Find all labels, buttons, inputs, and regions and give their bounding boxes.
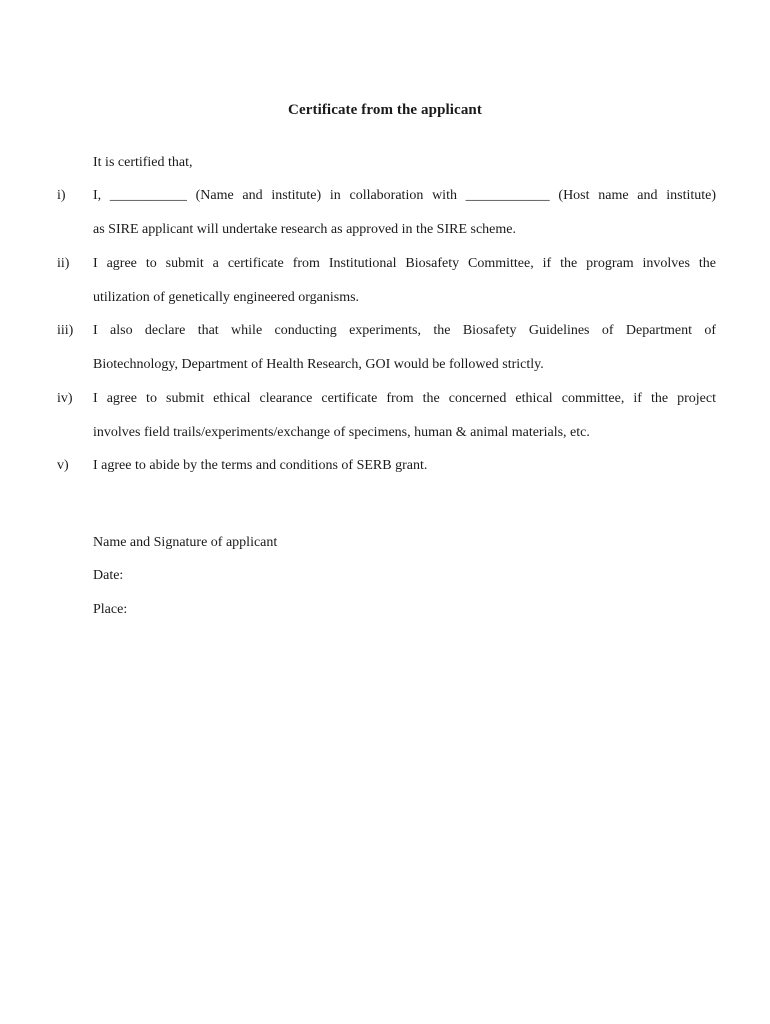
signature-label: Name and Signature of applicant bbox=[93, 535, 278, 550]
item-text-line: I, ___________ (Name and institute) in collaboration with ____________ (Host name and institute) bbox=[93, 188, 716, 203]
certification-item bbox=[93, 382, 716, 450]
certification-item bbox=[93, 449, 716, 483]
date-label: Date: bbox=[93, 568, 124, 583]
certification-item bbox=[93, 247, 716, 315]
item-text-line: I agree to submit ethical clearance certificate from the concerned ethical committee, if the project bbox=[93, 391, 716, 406]
certification-item bbox=[93, 179, 716, 247]
item-number: v) bbox=[57, 458, 69, 473]
item-number: iv) bbox=[57, 391, 73, 406]
page-title: Certificate from the applicant bbox=[288, 102, 482, 118]
item-text-line: involves field trails/experiments/exchange of specimens, human & animal materials, etc. bbox=[93, 425, 590, 440]
item-text-line: I agree to abide by the terms and conditions of SERB grant. bbox=[93, 458, 428, 473]
place-label: Place: bbox=[93, 602, 128, 617]
item-text-line: I also declare that while conducting experiments, the Biosafety Guidelines of Department of bbox=[93, 323, 716, 338]
certification-item bbox=[93, 314, 716, 382]
item-number: i) bbox=[57, 188, 66, 203]
item-text-line: utilization of genetically engineered organisms. bbox=[93, 290, 360, 305]
intro-text: It is certified that, bbox=[93, 155, 193, 170]
item-number: iii) bbox=[57, 323, 74, 338]
item-text-line: I agree to submit a certificate from Institutional Biosafety Committee, if the program involves the bbox=[93, 256, 716, 271]
item-number: ii) bbox=[57, 256, 70, 271]
item-text-line: as SIRE applicant will undertake research as approved in the SIRE scheme. bbox=[93, 222, 516, 237]
item-text-line: Biotechnology, Department of Health Research, GOI would be followed strictly. bbox=[93, 357, 544, 372]
